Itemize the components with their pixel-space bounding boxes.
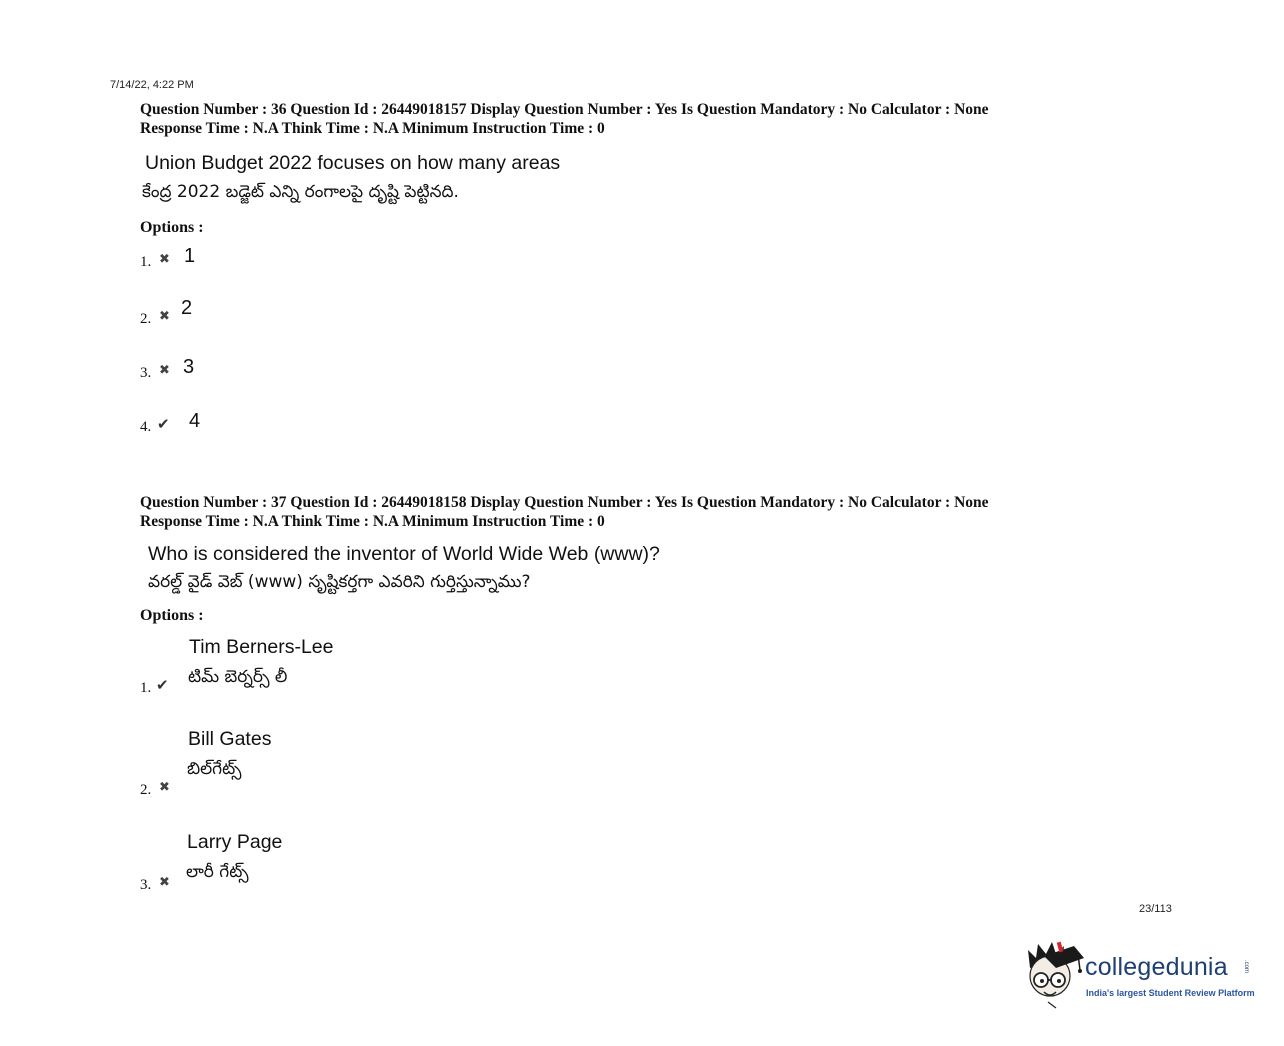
option-number: 4. bbox=[140, 419, 152, 435]
option-number: 3. bbox=[140, 877, 152, 893]
logo-wordmark: collegedunia bbox=[1085, 953, 1228, 981]
option-value: 1 bbox=[184, 245, 196, 267]
wrong-mark-icon: ✖ bbox=[159, 779, 170, 794]
question-37-meta-line-1: Question Number : 37 Question Id : 26449018158 Display Question Number : Yes Is Question Mandatory : No Calculator : None bbox=[140, 494, 989, 511]
option-number: 3. bbox=[140, 365, 152, 381]
wrong-mark-icon: ✖ bbox=[159, 362, 170, 377]
question-36-options-label: Options : bbox=[140, 219, 204, 236]
collegedunia-logo[interactable] bbox=[1022, 938, 1262, 1010]
mascot-icon bbox=[1022, 938, 1086, 1010]
question-37-options-label: Options : bbox=[140, 607, 204, 624]
logo-tagline: India's largest Student Review Platform bbox=[1086, 988, 1255, 998]
option-value: 4 bbox=[189, 410, 201, 432]
question-37-meta-line-2: Response Time : N.A Think Time : N.A Minimum Instruction Time : 0 bbox=[140, 513, 605, 530]
wrong-mark-icon: ✖ bbox=[159, 251, 170, 266]
option-text-english: Bill Gates bbox=[188, 728, 272, 750]
question-36-meta-line-2: Response Time : N.A Think Time : N.A Minimum Instruction Time : 0 bbox=[140, 120, 605, 137]
option-text-telugu: లారీ గేట్స్ bbox=[186, 862, 249, 882]
print-timestamp: 7/14/22, 4:22 PM bbox=[110, 79, 194, 91]
option-text-english: Tim Berners-Lee bbox=[189, 636, 334, 658]
question-37-option-3 bbox=[140, 828, 440, 898]
option-number: 2. bbox=[140, 782, 152, 798]
question-37-option-1 bbox=[140, 633, 440, 703]
correct-check-icon: ✔ bbox=[156, 678, 169, 694]
option-value: 2 bbox=[181, 297, 193, 319]
option-text-telugu: బిల్‌గేట్స్ bbox=[187, 759, 242, 779]
question-37-text-english: Who is considered the inventor of World Wide Web (www)? bbox=[148, 543, 660, 565]
question-37-option-2 bbox=[140, 725, 440, 800]
option-number: 2. bbox=[140, 311, 152, 327]
page-number: 23/113 bbox=[1139, 903, 1172, 915]
wrong-mark-icon: ✖ bbox=[159, 874, 170, 889]
question-36-text-telugu: కేంద్ర 2022 బడ్జెట్ ఎన్ని రంగాలపై దృష్టి పెట్టినది. bbox=[142, 182, 459, 202]
option-text-english: Larry Page bbox=[187, 831, 283, 853]
option-text-telugu: టిమ్ బెర్నర్స్ లీ bbox=[188, 667, 288, 687]
logo-domain-suffix: .com bbox=[1243, 960, 1249, 974]
question-36-meta-line-1: Question Number : 36 Question Id : 26449018157 Display Question Number : Yes Is Question Mandatory : No Calculator : None bbox=[140, 101, 989, 118]
option-value: 3 bbox=[183, 356, 195, 378]
correct-check-icon: ✔ bbox=[157, 417, 170, 433]
option-number: 1. bbox=[140, 680, 152, 696]
question-36-text-english: Union Budget 2022 focuses on how many areas bbox=[145, 152, 561, 174]
option-number: 1. bbox=[140, 254, 152, 270]
question-37-text-telugu: వరల్డ్ వైడ్ వెబ్ (www) సృష్టికర్తగా ఎవరిని గుర్తిస్తున్నాము? bbox=[148, 572, 531, 592]
wrong-mark-icon: ✖ bbox=[159, 308, 170, 323]
